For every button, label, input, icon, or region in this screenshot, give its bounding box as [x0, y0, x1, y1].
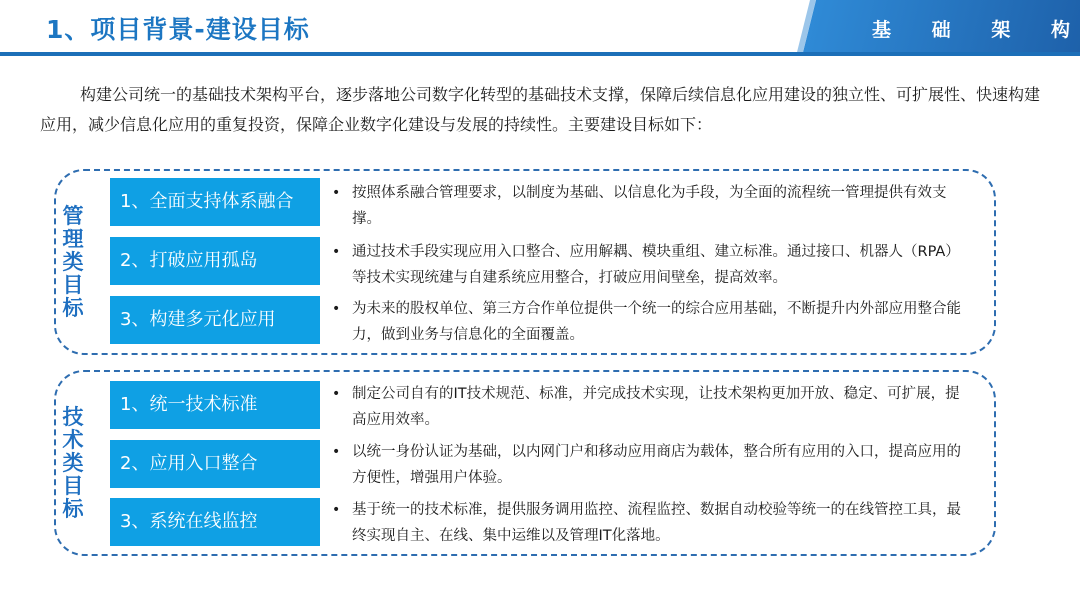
- bullet-icon: •: [332, 444, 341, 460]
- bullet-icon: •: [332, 301, 341, 317]
- bullet-icon: •: [332, 386, 341, 402]
- header-divider: [0, 52, 1080, 56]
- bullet-icon: •: [332, 502, 341, 518]
- bullet-icon: •: [332, 244, 341, 260]
- intro-paragraph: 构建公司统一的基础技术架构平台，逐步落地公司数字化转型的基础技术支撑，保障后续信息化应用建设的独立性、可扩展性、快速构建应用，减少信息化应用的重复投资，保障企业数字化建设与发展的持续性。主要建设目标如下：: [40, 85, 1041, 134]
- goal-description: [330, 296, 970, 348]
- goal-description-text: 以统一身份认证为基础，以内网门户和移动应用商店为载体，整合所有应用的入口，提高应用的方便性，增强用户体验。: [352, 444, 961, 486]
- goal-description-text: 制定公司自有的IT技术规范、标准，并完成技术实现，让技术架构更加开放、稳定、可扩展，提高应用效率。: [352, 386, 960, 428]
- page-title: 1、项目背景-建设目标: [46, 15, 310, 44]
- goal-description: [330, 381, 970, 433]
- goal-description: [330, 439, 970, 491]
- goal-title: 2、应用入口整合: [110, 440, 320, 488]
- goal-description-text: 按照体系融合管理要求，以制度为基础、以信息化为手段，为全面的流程统一管理提供有效支撑。: [352, 185, 947, 227]
- goal-title: 1、全面支持体系融合: [110, 178, 320, 226]
- header-tab-char: 础: [931, 18, 951, 41]
- header-tab-char: 架: [991, 18, 1011, 41]
- goal-description-text: 基于统一的技术标准，提供服务调用监控、流程监控、数据自动校验等统一的在线管控工具，最终实现自主、在线、集中运维以及管理IT化落地。: [352, 502, 961, 544]
- goal-title: 3、构建多元化应用: [110, 296, 320, 344]
- bullet-icon: •: [332, 185, 341, 201]
- goal-description-text: 通过技术手段实现应用入口整合、应用解耦、模块重组、建立标准。通过接口、机器人（RPA）等技术实现统建与自建系统应用整合，打破应用间壁垒，提高效率。: [352, 244, 960, 286]
- goal-title: 3、系统在线监控: [110, 498, 320, 546]
- goal-description-text: 为未来的股权单位、第三方合作单位提供一个统一的综合应用基础，不断提升内外部应用整合能力，做到业务与信息化的全面覆盖。: [352, 301, 961, 343]
- header-tab-char: 基: [872, 18, 892, 41]
- goal-description: [330, 497, 970, 549]
- goal-title: 1、统一技术标准: [110, 381, 320, 429]
- group-label: 管理类目标: [62, 204, 84, 320]
- goal-description: [330, 239, 970, 291]
- header-tab-char: 构: [1050, 18, 1070, 41]
- goal-description: [330, 180, 970, 232]
- goal-title: 2、打破应用孤岛: [110, 237, 320, 285]
- group-label: 技术类目标: [62, 405, 84, 521]
- header-tab: [872, 0, 1080, 56]
